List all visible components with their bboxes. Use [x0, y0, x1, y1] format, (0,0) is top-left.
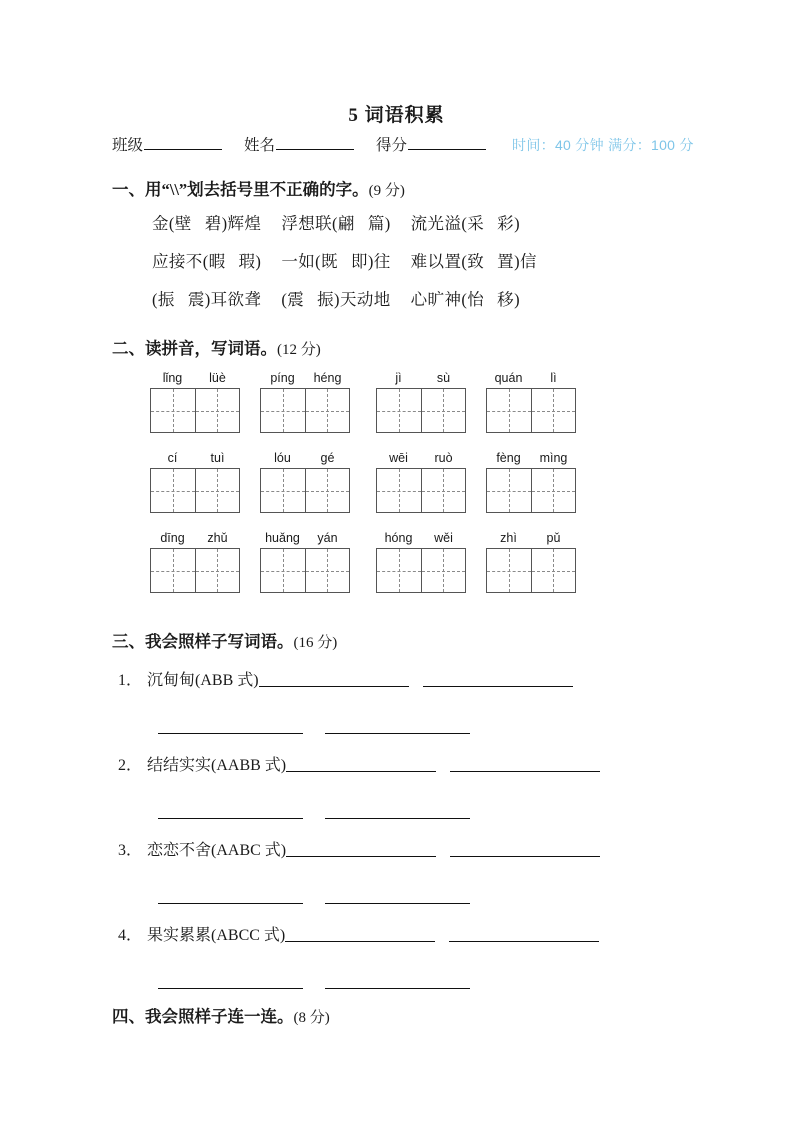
pinyin-row [486, 531, 576, 546]
character-grid[interactable] [150, 468, 240, 513]
item-example: 沉甸甸(ABB 式) [147, 672, 259, 689]
pinyin-syllable: sù [436, 371, 451, 385]
q1-item: 一如(既 即)往 [281, 252, 391, 271]
pinyin-syllable: píng [270, 371, 295, 385]
pinyin-syllable: gé [320, 451, 335, 465]
answer-blank[interactable] [325, 718, 470, 734]
grid-cell[interactable] [195, 469, 239, 512]
pinyin-syllable: dīng [160, 531, 185, 545]
q1-line-1 [152, 210, 520, 234]
character-grid[interactable] [376, 468, 466, 513]
exam-meta: 时间：40 分钟 满分：100 分 [512, 137, 694, 153]
pinyin-syllable: lì [550, 371, 557, 385]
answer-blank[interactable] [158, 973, 303, 989]
section-heading-1 [112, 176, 405, 200]
pinyin-syllable: fèng [496, 451, 521, 465]
pinyin-row [260, 451, 350, 466]
q3-item-4-extra [158, 973, 470, 992]
grid-cell[interactable] [377, 469, 421, 512]
section-1-points: (9 分) [368, 183, 405, 199]
pinyin-grid-block [260, 371, 350, 433]
score-blank[interactable] [408, 135, 486, 150]
page-title: 5 词语积累 [348, 105, 445, 126]
pinyin-syllable: jì [395, 371, 402, 385]
pinyin-row [260, 371, 350, 386]
pinyin-grid-block [150, 451, 240, 513]
answer-blank[interactable] [286, 841, 436, 857]
pinyin-grid-block [150, 371, 240, 433]
q1-item: (震 振)天动地 [281, 290, 391, 309]
section-heading-3 [112, 628, 337, 652]
pinyin-row [150, 371, 240, 386]
grid-cell[interactable] [305, 389, 349, 432]
q3-item-2-extra [158, 803, 470, 822]
answer-blank[interactable] [158, 718, 303, 734]
pinyin-grid-block [376, 371, 466, 433]
item-number: 2． [118, 757, 143, 774]
q3-item-4 [118, 922, 599, 945]
pinyin-syllable: wēi [389, 451, 408, 465]
q3-item-2 [118, 752, 600, 775]
pinyin-syllable: héng [313, 371, 342, 385]
name-field[interactable] [244, 133, 358, 155]
choice-b[interactable]: 置 [497, 252, 515, 271]
q1-item: (振 震)耳欲聋 [152, 290, 262, 309]
pinyin-grid-block [376, 451, 466, 513]
section-2-title: 二、读拼音，写词语。 [112, 339, 277, 358]
grid-cell[interactable] [487, 469, 531, 512]
answer-blank[interactable] [325, 973, 470, 989]
pinyin-grid-block [376, 531, 466, 593]
pinyin-syllable: lǐng [162, 371, 183, 385]
choice-b[interactable]: 篇 [367, 214, 385, 233]
choice-b[interactable]: 碧 [204, 214, 222, 233]
choice-b[interactable]: 移 [497, 290, 515, 309]
item-number: 4． [118, 927, 143, 944]
pinyin-row [150, 531, 240, 546]
grid-cell[interactable] [487, 549, 531, 592]
grid-cell[interactable] [531, 469, 575, 512]
character-grid[interactable] [260, 388, 350, 433]
character-grid[interactable] [150, 388, 240, 433]
choice-a[interactable]: 振 [157, 290, 175, 309]
section-3-points: (16 分) [293, 635, 338, 651]
q1-item: 心旷神(怡 移) [410, 290, 520, 309]
pinyin-grid-block [260, 451, 350, 513]
score-label: 得分 [376, 137, 408, 154]
q1-item: 金(壁 碧)辉煌 [152, 214, 262, 233]
pinyin-syllable: huǎng [265, 531, 300, 545]
q1-line-3 [152, 286, 520, 310]
choice-b[interactable]: 振 [317, 290, 335, 309]
class-field[interactable] [112, 133, 226, 155]
q1-item: 难以置(致 置)信 [410, 252, 537, 271]
grid-cell[interactable] [421, 389, 465, 432]
grid-cell[interactable] [261, 469, 305, 512]
pinyin-row [260, 531, 350, 546]
pinyin-syllable: quán [494, 371, 523, 385]
pinyin-syllable: zhì [500, 531, 517, 545]
grid-cell[interactable] [261, 389, 305, 432]
answer-blank[interactable] [449, 926, 599, 942]
grid-cell[interactable] [261, 549, 305, 592]
character-grid[interactable] [260, 548, 350, 593]
choice-a[interactable]: 暇 [208, 252, 226, 271]
pinyin-syllable: cí [167, 451, 178, 465]
pinyin-row [376, 531, 466, 546]
grid-cell[interactable] [487, 389, 531, 432]
answer-blank[interactable] [286, 756, 436, 772]
pinyin-syllable: tuì [210, 451, 225, 465]
grid-cell[interactable] [531, 549, 575, 592]
item-example: 果实累累(ABCC 式) [147, 927, 286, 944]
grid-cell[interactable] [151, 549, 195, 592]
choice-a[interactable]: 采 [467, 214, 485, 233]
character-grid[interactable] [486, 548, 576, 593]
pinyin-row [376, 371, 466, 386]
choice-a[interactable]: 怡 [467, 290, 485, 309]
pinyin-syllable: zhǔ [207, 531, 228, 545]
pinyin-syllable: hóng [384, 531, 413, 545]
grid-cell[interactable] [421, 469, 465, 512]
pinyin-syllable: lóu [274, 451, 291, 465]
character-grid[interactable] [376, 388, 466, 433]
answer-blank[interactable] [325, 803, 470, 819]
choice-b[interactable]: 彩 [497, 214, 515, 233]
pinyin-syllable: mìng [539, 451, 568, 465]
section-4-title: 四、我会照样子连一连。 [112, 1007, 294, 1026]
character-grid[interactable] [376, 548, 466, 593]
choice-a[interactable]: 壁 [174, 214, 192, 233]
choice-b[interactable]: 瑕 [238, 252, 256, 271]
grid-cell[interactable] [195, 549, 239, 592]
pinyin-grid-block [486, 371, 576, 433]
q3-item-3 [118, 837, 600, 860]
answer-blank[interactable] [158, 803, 303, 819]
class-blank[interactable] [144, 135, 222, 150]
section-4-points: (8 分) [293, 1010, 330, 1026]
score-field[interactable] [376, 133, 490, 155]
grid-cell[interactable] [377, 549, 421, 592]
grid-cell[interactable] [151, 389, 195, 432]
pinyin-grid-block [150, 531, 240, 593]
choice-a[interactable]: 致 [467, 252, 485, 271]
character-grid[interactable] [486, 388, 576, 433]
grid-cell[interactable] [421, 549, 465, 592]
pinyin-syllable: pǔ [546, 531, 561, 545]
character-grid[interactable] [150, 548, 240, 593]
item-number: 3． [118, 842, 143, 859]
choice-b[interactable]: 即 [350, 252, 368, 271]
q1-item: 应接不(暇 瑕) [152, 252, 262, 271]
q1-line-2 [152, 248, 537, 272]
choice-a[interactable]: 震 [287, 290, 305, 309]
grid-cell[interactable] [151, 469, 195, 512]
grid-cell[interactable] [305, 469, 349, 512]
name-blank[interactable] [276, 135, 354, 150]
answer-blank[interactable] [450, 756, 600, 772]
q3-item-3-extra [158, 888, 470, 907]
q1-item: 流光溢(采 彩) [410, 214, 520, 233]
character-grid[interactable] [260, 468, 350, 513]
character-grid[interactable] [486, 468, 576, 513]
grid-cell[interactable] [195, 389, 239, 432]
name-label: 姓名 [244, 137, 276, 154]
grid-cell[interactable] [377, 389, 421, 432]
answer-blank[interactable] [285, 926, 435, 942]
answer-blank[interactable] [325, 888, 470, 904]
item-example: 结结实实(AABB 式) [147, 757, 287, 774]
answer-blank[interactable] [158, 888, 303, 904]
grid-cell[interactable] [305, 549, 349, 592]
section-heading-2 [112, 335, 321, 359]
pinyin-grid-block [486, 451, 576, 513]
class-label: 班级 [112, 137, 144, 154]
pinyin-grid-block [486, 531, 576, 593]
student-info-row [112, 133, 692, 157]
choice-a[interactable]: 翩 [337, 214, 355, 233]
pinyin-row [486, 451, 576, 466]
pinyin-row [486, 371, 576, 386]
pinyin-grid-block [260, 531, 350, 593]
pinyin-syllable: lüè [209, 371, 226, 385]
pinyin-row [376, 451, 466, 466]
answer-blank[interactable] [259, 671, 409, 687]
pinyin-syllable: ruò [434, 451, 453, 465]
answer-blank[interactable] [423, 671, 573, 687]
q1-item: 浮想联(翩 篇) [281, 214, 391, 233]
section-3-title: 三、我会照样子写词语。 [112, 632, 294, 651]
section-heading-4 [112, 1003, 330, 1027]
section-2-points: (12 分) [277, 342, 321, 358]
q3-item-1 [118, 667, 573, 690]
choice-b[interactable]: 震 [187, 290, 205, 309]
answer-blank[interactable] [450, 841, 600, 857]
q3-item-1-extra [158, 718, 470, 737]
item-example: 恋恋不舍(AABC 式) [147, 842, 287, 859]
pinyin-syllable: yán [317, 531, 338, 545]
grid-cell[interactable] [531, 389, 575, 432]
choice-a[interactable]: 既 [321, 252, 338, 271]
section-1-title: 一、用“\\”划去括号里不正确的字。 [112, 180, 369, 199]
pinyin-row [150, 451, 240, 466]
item-number: 1． [118, 672, 143, 689]
pinyin-syllable: wěi [434, 531, 453, 545]
